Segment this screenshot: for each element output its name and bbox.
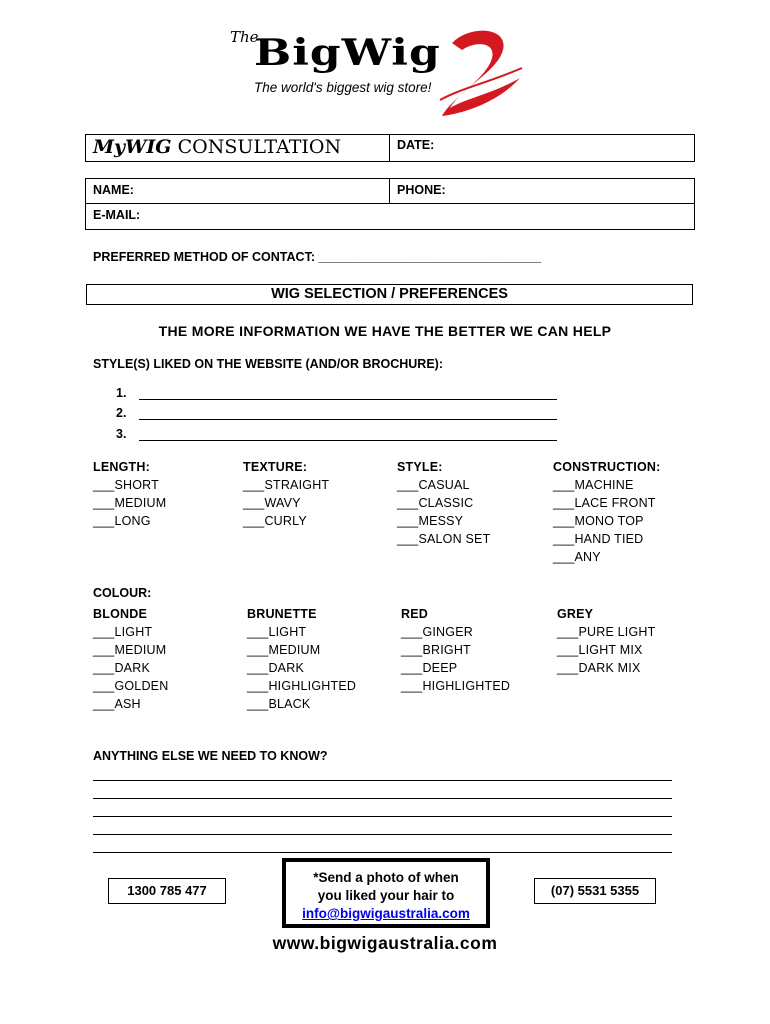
row-divider	[389, 179, 390, 203]
red-ginger[interactable]: ___GINGER	[401, 625, 473, 639]
logo-tagline: The world's biggest wig store!	[254, 80, 432, 95]
row-divider-horizontal	[86, 203, 694, 204]
style-line-1[interactable]	[139, 399, 557, 400]
red-bright[interactable]: ___BRIGHT	[401, 643, 471, 657]
brunette-black[interactable]: ___BLACK	[247, 697, 311, 711]
length-column	[93, 458, 166, 530]
notes-line-2[interactable]	[93, 798, 672, 799]
construction-any[interactable]: ___ANY	[553, 550, 601, 564]
red-deep[interactable]: ___DEEP	[401, 661, 458, 675]
send-photo-line-2: you liked your hair to	[317, 888, 455, 903]
length-title: LENGTH:	[93, 460, 150, 474]
send-photo-box	[282, 858, 490, 928]
blonde-column	[93, 605, 168, 713]
logo	[222, 28, 527, 118]
red-highlighted[interactable]: ___HIGHLIGHTED	[401, 679, 511, 693]
style-messy[interactable]: ___MESSY	[397, 514, 464, 528]
grey-light-mix[interactable]: ___LIGHT MIX	[557, 643, 643, 657]
style-salon-set[interactable]: ___SALON SET	[397, 532, 491, 546]
style-title: STYLE:	[397, 460, 443, 474]
name-field[interactable]: NAME:	[93, 183, 134, 197]
length-short[interactable]: ___SHORT	[93, 478, 159, 492]
list-number-2: 2.	[116, 406, 127, 420]
styles-liked-label: STYLE(S) LIKED ON THE WEBSITE (AND/OR BROCHURE):	[93, 357, 443, 371]
texture-title: TEXTURE:	[243, 460, 308, 474]
length-medium[interactable]: ___MEDIUM	[93, 496, 167, 510]
phone-field[interactable]: PHONE:	[397, 183, 446, 197]
phone-left: 1300 785 477	[108, 878, 226, 904]
list-number-3: 3.	[116, 427, 127, 441]
brunette-highlighted[interactable]: ___HIGHLIGHTED	[247, 679, 357, 693]
brunette-column	[247, 605, 356, 713]
phone-right: (07) 5531 5355	[534, 878, 656, 904]
style-classic[interactable]: ___CLASSIC	[397, 496, 474, 510]
texture-curly[interactable]: ___CURLY	[243, 514, 307, 528]
send-photo-line-1: *Send a photo of when	[313, 870, 459, 885]
logo-the: The	[230, 28, 259, 46]
website-link[interactable]: www.bigwigaustralia.com	[272, 933, 498, 953]
info-heading: THE MORE INFORMATION WE HAVE THE BETTER WE CAN HELP	[158, 323, 612, 339]
blonde-title: BLONDE	[93, 607, 147, 621]
brunette-medium[interactable]: ___MEDIUM	[247, 643, 321, 657]
logo-swoosh-icon	[432, 28, 527, 118]
colour-label: COLOUR:	[93, 586, 152, 600]
grey-pure-light[interactable]: ___PURE LIGHT	[557, 625, 656, 639]
email-link[interactable]: info@bigwigaustralia.com	[302, 906, 470, 921]
title-date-row	[85, 134, 695, 162]
construction-hand-tied[interactable]: ___HAND TIED	[553, 532, 644, 546]
grey-title: GREY	[557, 607, 594, 621]
contact-details-box	[85, 178, 695, 230]
form-title-rest: CONSULTATION	[177, 136, 342, 158]
style-casual[interactable]: ___CASUAL	[397, 478, 470, 492]
texture-wavy[interactable]: ___WAVY	[243, 496, 301, 510]
notes-line-3[interactable]	[93, 816, 672, 817]
blonde-medium[interactable]: ___MEDIUM	[93, 643, 167, 657]
section-bar	[86, 284, 693, 305]
blonde-ash[interactable]: ___ASH	[93, 697, 141, 711]
construction-title: CONSTRUCTION:	[553, 460, 661, 474]
red-column	[401, 605, 510, 695]
row-divider	[389, 135, 390, 161]
style-column	[397, 458, 490, 548]
blonde-light[interactable]: ___LIGHT	[93, 625, 153, 639]
construction-machine[interactable]: ___MACHINE	[553, 478, 634, 492]
form-title-italic: MyWIG	[93, 136, 172, 158]
construction-mono-top[interactable]: ___MONO TOP	[553, 514, 644, 528]
notes-line-5[interactable]	[93, 852, 672, 853]
texture-column	[243, 458, 329, 530]
list-number-1: 1.	[116, 386, 127, 400]
date-field[interactable]: DATE:	[397, 138, 435, 152]
section-title: WIG SELECTION / PREFERENCES	[271, 286, 508, 302]
construction-column	[553, 458, 660, 566]
brunette-dark[interactable]: ___DARK	[247, 661, 304, 675]
brunette-light[interactable]: ___LIGHT	[247, 625, 307, 639]
style-line-3[interactable]	[139, 440, 557, 441]
red-title: RED	[401, 607, 428, 621]
style-line-2[interactable]	[139, 419, 557, 420]
blonde-dark[interactable]: ___DARK	[93, 661, 150, 675]
preferred-contact-field[interactable]: PREFERRED METHOD OF CONTACT: ________________________________	[93, 250, 541, 264]
form-title	[93, 136, 341, 158]
brunette-title: BRUNETTE	[247, 607, 317, 621]
logo-name: BigWig	[254, 32, 441, 74]
grey-column	[557, 605, 655, 677]
texture-straight[interactable]: ___STRAIGHT	[243, 478, 330, 492]
notes-line-1[interactable]	[93, 780, 672, 781]
construction-lace-front[interactable]: ___LACE FRONT	[553, 496, 656, 510]
blonde-golden[interactable]: ___GOLDEN	[93, 679, 169, 693]
email-field[interactable]: E-MAIL:	[93, 208, 141, 222]
anything-else-label: ANYTHING ELSE WE NEED TO KNOW?	[93, 749, 328, 763]
grey-dark-mix[interactable]: ___DARK MIX	[557, 661, 641, 675]
notes-line-4[interactable]	[93, 834, 672, 835]
length-long[interactable]: ___LONG	[93, 514, 151, 528]
